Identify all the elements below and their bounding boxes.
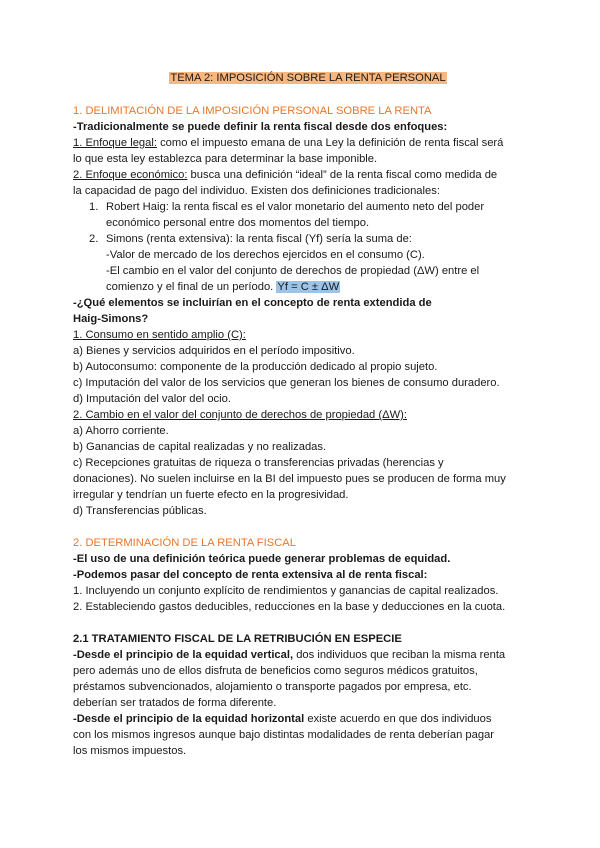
definition-simons-text: comienzo y el final de un período.: [106, 281, 277, 293]
vertical-text-line: pero además uno de ellos disfruta de beneficios como seguros médicos gratuitos,: [73, 665, 478, 677]
consumo-label: 1. Consumo en sentido amplio (C):: [73, 329, 246, 341]
consumo-item: c) Imputación del valor de los servicios que generan los bienes de consumo duradero.: [73, 377, 500, 389]
definition-simons-line: Simons (renta extensiva): la renta fiscal (Yf) sería la suma de:: [106, 233, 412, 245]
cambio-item: d) Transferencias públicas.: [73, 505, 207, 517]
enfoque-legal: [73, 135, 543, 151]
enfoque-legal-text: como el impuesto emana de una Ley la definición de renta fiscal será: [156, 137, 504, 149]
definition-haig-line: económico personal entre dos momentos del tiempo.: [106, 217, 370, 229]
cambio-item: irregular y tendrían un fuerte efecto en la progresividad.: [73, 489, 349, 501]
spacer: [73, 615, 543, 631]
formula-highlight: Yf = C ± ΔW: [277, 281, 340, 293]
consumo-item: b) Autoconsumo: componente de la producción dedicado al propio sujeto.: [73, 361, 438, 373]
cambio-item: c) Recepciones gratuitas de riqueza o transferencias privadas (herencias y: [73, 457, 444, 469]
vertical-bold: -Desde el principio de la equidad vertical,: [73, 649, 294, 661]
definition-number: 2.: [89, 233, 99, 245]
section-2-heading: 2. DETERMINACIÓN DE LA RENTA FISCAL: [73, 537, 296, 549]
definition-number: 1.: [89, 201, 99, 213]
horizontal-text-line: los mismos impuestos.: [73, 745, 187, 757]
cambio-item: b) Ganancias de capital realizadas y no realizadas.: [73, 441, 327, 453]
definition-simons-line: -El cambio en el valor del conjunto de derechos de propiedad (ΔW) entre el: [106, 265, 480, 277]
vertical-paragraph-line: [73, 647, 543, 663]
spacer: [73, 519, 543, 535]
title-row: [73, 70, 543, 86]
section-2-line: -Podemos pasar del concepto de renta extensiva al de renta fiscal:: [73, 569, 428, 581]
section-2-line: -El uso de una definición teórica puede generar problemas de equidad.: [73, 553, 451, 565]
cambio-item: donaciones). No suelen incluirse en la BI del impuesto pues se producen de forma muy: [73, 473, 506, 485]
horizontal-text-line: con los mismos ingresos aunque bajo distintas modalidades de renta deberían pagar: [73, 729, 495, 741]
section-1-heading: 1. DELIMITACIÓN DE LA IMPOSICIÓN PERSONAL SOBRE LA RENTA: [73, 105, 432, 117]
enfoque-legal-text-cont: lo que esta ley establezca para determinar la base imponible.: [73, 153, 378, 165]
cambio-item: a) Ahorro corriente.: [73, 425, 169, 437]
section-2-item: 1. Incluyendo un conjunto explícito de rendimientos y ganancias de capital realizados.: [73, 585, 499, 597]
section-2-1-heading: 2.1 TRATAMIENTO FISCAL DE LA RETRIBUCIÓN EN ESPECIE: [73, 633, 402, 645]
horizontal-paragraph-line: [73, 711, 543, 727]
question-line: -¿Qué elementos se incluirían en el concepto de renta extendida de: [73, 297, 432, 309]
horizontal-bold: -Desde el principio de la equidad horizontal: [73, 713, 305, 725]
definition-simons-line-last: [106, 279, 543, 295]
section-1-intro: -Tradicionalmente se puede definir la renta fiscal desde dos enfoques:: [73, 121, 448, 133]
enfoque-economico-text-cont: la capacidad de pago del individuo. Existen dos definiciones tradicionales:: [73, 185, 440, 197]
vertical-text-line: deberían ser tratados de forma diferente.: [73, 697, 277, 709]
enfoque-economico: [73, 167, 543, 183]
definition-simons-line: -Valor de mercado de los derechos ejercidos en el consumo (C).: [106, 249, 425, 261]
definition-simons: [73, 231, 543, 295]
definition-haig-line: Robert Haig: la renta fiscal es el valor monetario del aumento neto del poder: [106, 201, 485, 213]
enfoque-economico-label: 2. Enfoque económico:: [73, 169, 188, 181]
page-title: TEMA 2: IMPOSICIÓN SOBRE LA RENTA PERSONAL: [170, 72, 446, 84]
consumo-item: a) Bienes y servicios adquiridos en el período impositivo.: [73, 345, 355, 357]
document-content: [73, 70, 543, 759]
cambio-label: 2. Cambio en el valor del conjunto de derechos de propiedad (ΔW):: [73, 409, 407, 421]
horizontal-text: existe acuerdo en que dos individuos: [304, 713, 492, 725]
vertical-text-line: préstamos subvencionados, alojamiento o transporte pagados por empresa, etc.: [73, 681, 472, 693]
section-2-item: 2. Estableciendo gastos deducibles, reducciones en la base y deducciones en la cuota.: [73, 601, 506, 613]
enfoque-legal-label: 1. Enfoque legal:: [73, 137, 157, 149]
consumo-item: d) Imputación del valor del ocio.: [73, 393, 231, 405]
definition-haig: [73, 199, 543, 231]
enfoque-economico-text: busca una definición “ideal” de la renta fiscal como medida de: [187, 169, 498, 181]
vertical-text: dos individuos que reciban la misma renta: [293, 649, 506, 661]
question-line: Haig-Simons?: [73, 313, 149, 325]
